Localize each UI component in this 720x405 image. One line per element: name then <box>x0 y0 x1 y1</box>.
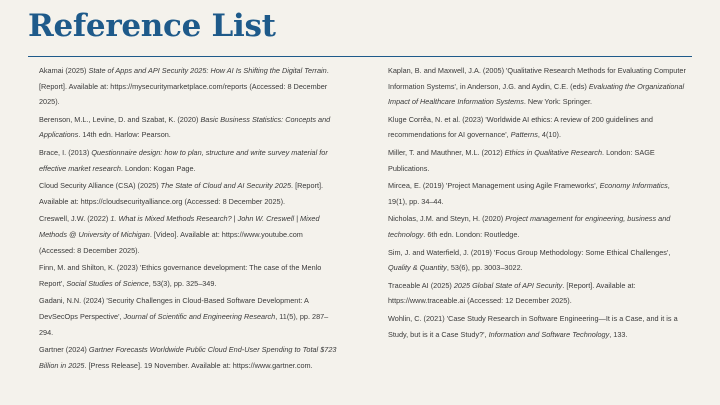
reference-item: Cloud Security Alliance (CSA) (2025) The State of Cloud and AI Security 2025. [Report]. Available at: https://cloudsecurityalliance.org (Accessed: 8 December 2025). <box>39 181 324 206</box>
reference-item: Kaplan, B. and Maxwell, J.A. (2005) 'Qualitative Research Methods for Evaluating Computer Information Systems', in Anderson, J.G. and Aydin, C.E. (eds) Evaluating the Organizational Impact of Healthcare Information Systems. New York: Springer. <box>388 66 686 107</box>
reference-column-right <box>388 63 688 344</box>
reference-item: Creswell, J.W. (2022) 1. What is Mixed Methods Research? | John W. Creswell | Mixed Methods @ University of Michigan. [Video]. Available at: https://www.youtube.com (Accessed: 8 December 2025). <box>39 214 320 255</box>
reference-item: Gartner (2024) Gartner Forecasts Worldwide Public Cloud End-User Spending to Total $723 Billion in 2025. [Press Release]. 19 November. Available at: https://www.gartner.com. <box>39 345 337 370</box>
reference-item: Mircea, E. (2019) 'Project Management using Agile Frameworks', Economy Informatics, 19(1), pp. 34–44. <box>388 181 670 206</box>
reference-item: Finn, M. and Shilton, K. (2023) 'Ethics governance development: The case of the Menlo Report', Social Studies of Science, 53(3), pp. 325–349. <box>39 263 322 288</box>
reference-item: Wohlin, C. (2021) 'Case Study Research in Software Engineering—It is a Case, and it is a Study, but is it a Case Study?', Information and Software Technology, 133. <box>388 313 678 339</box>
reference-item: Berenson, M.L., Levine, D. and Szabat, K. (2020) Basic Business Statistics: Concepts and Applications. 14th edn. Harlow: Pearson. <box>39 114 331 140</box>
reference-item: Miller, T. and Mauthner, M.L. (2012) Ethics in Qualitative Research. London: SAGE Publications. <box>388 147 655 173</box>
reference-item: Sim, J. and Waterfield, J. (2019) 'Focus Group Methodology: Some Ethical Challenges', Quality & Quantity, 53(6), pp. 3003–3022. <box>388 247 671 273</box>
title-divider <box>28 56 692 57</box>
reference-item: Kluge Corrêa, N. et al. (2023) 'Worldwide AI ethics: A review of 200 guidelines and recommendations for AI governance', Patterns, 4(10). <box>388 114 653 140</box>
reference-item: Akamai (2025) State of Apps and API Security 2025: How AI Is Shifting the Digital Terrain. [Report]. Available at: https://mysecuritymarketplace.com/reports (Accessed: 8 December 2025). <box>39 66 329 107</box>
page-title: Reference List <box>28 8 276 44</box>
reference-item: Brace, I. (2013) Questionnaire design: how to plan, structure and write survey material for effective market research. London: Kogan Page. <box>39 147 328 173</box>
reference-item: Nicholas, J.M. and Steyn, H. (2020) Project management for engineering, business and technology. 6th edn. London: Routledge. <box>388 214 671 239</box>
reference-column-left <box>39 63 339 375</box>
reference-item: Traceable AI (2025) 2025 Global State of API Security. [Report]. Available at: https://www.traceable.ai (Accessed: 12 December 2025). <box>388 280 636 306</box>
reference-item: Gadani, N.N. (2024) 'Security Challenges in Cloud-Based Software Development: A DevSecOps Perspective', Journal of Scientific and Engineering Research, 11(5), pp. 287–294. <box>39 296 329 337</box>
